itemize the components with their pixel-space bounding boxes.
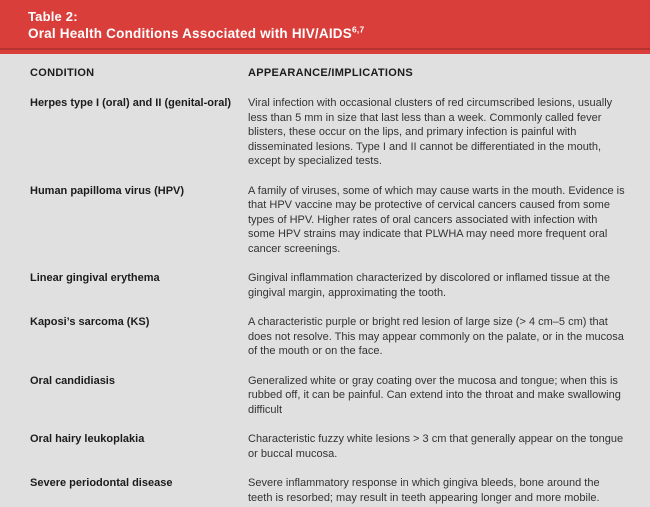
condition-cell: Herpes type I (oral) and II (genital-oral) [30, 97, 232, 109]
table-body [0, 54, 650, 505]
appearance-cell: A characteristic purple or bright red lesion of large size (> 4 cm–5 cm) that does not resolve. This may appear commonly on the palate, or in the mucosa of the mouth or on the face. [248, 316, 624, 357]
table-title [28, 25, 630, 42]
condition-cell: Oral hairy leukoplakia [30, 433, 145, 445]
column-header-row [30, 66, 625, 80]
table-row [30, 432, 625, 461]
column-header-appearance: APPEARANCE/IMPLICATIONS [248, 67, 413, 79]
table-row [30, 271, 625, 300]
condition-cell: Human papilloma virus (HPV) [30, 184, 185, 197]
appearance-cell: Gingival inflammation characterized by discolored or inflamed tissue at the gingival margin, approximating the tooth. [248, 272, 610, 299]
table-row [30, 374, 625, 418]
appearance-cell: Viral infection with occasional clusters of red circumscribed lesions, usually less than 5 mm in size that last less than a week. Commonly called fever blisters, these occur on the lips, and primary infection is painful with disseminated lesions. Type I and II cannot be differentiated in the mouth, except by specialized tests. [248, 97, 613, 167]
table-row [30, 96, 625, 169]
table-header-banner [0, 0, 650, 54]
condition-cell: Severe periodontal disease [30, 477, 173, 489]
appearance-cell: A family of viruses, some of which may cause warts in the mouth. Evidence is that HPV vaccine may be protective of cervical cancers caused from some types of HPV. Higher rates of oral cancers associated with infection with some HPV strains may indicate that PLWHA may need more frequent oral cancer screenings. [248, 184, 625, 255]
table-title-text: Oral Health Conditions Associated with HIV/AIDS [28, 26, 352, 41]
condition-cell: Kaposi’s sarcoma (KS) [30, 316, 150, 328]
table-row [30, 315, 625, 359]
appearance-cell: Generalized white or gray coating over the mucosa and tongue; when this is rubbed off, it can be painful. Can extend into the throat and make swallowing difficult [248, 374, 621, 416]
appearance-cell: Severe inflammatory response in which gingiva bleeds, bone around the teeth is resorbed; may result in teeth appearing longer and more mobile. [248, 477, 600, 504]
appearance-cell: Characteristic fuzzy white lesions > 3 cm that generally appear on the tongue or buccal mucosa. [248, 433, 624, 460]
column-header-condition: CONDITION [30, 67, 95, 79]
table-number: Table 2: [28, 9, 78, 24]
table-row [30, 184, 625, 257]
table-title-citation: 6,7 [351, 24, 365, 35]
condition-cell: Oral candidiasis [30, 374, 115, 387]
table-row [30, 476, 625, 505]
condition-cell: Linear gingival erythema [30, 272, 160, 284]
